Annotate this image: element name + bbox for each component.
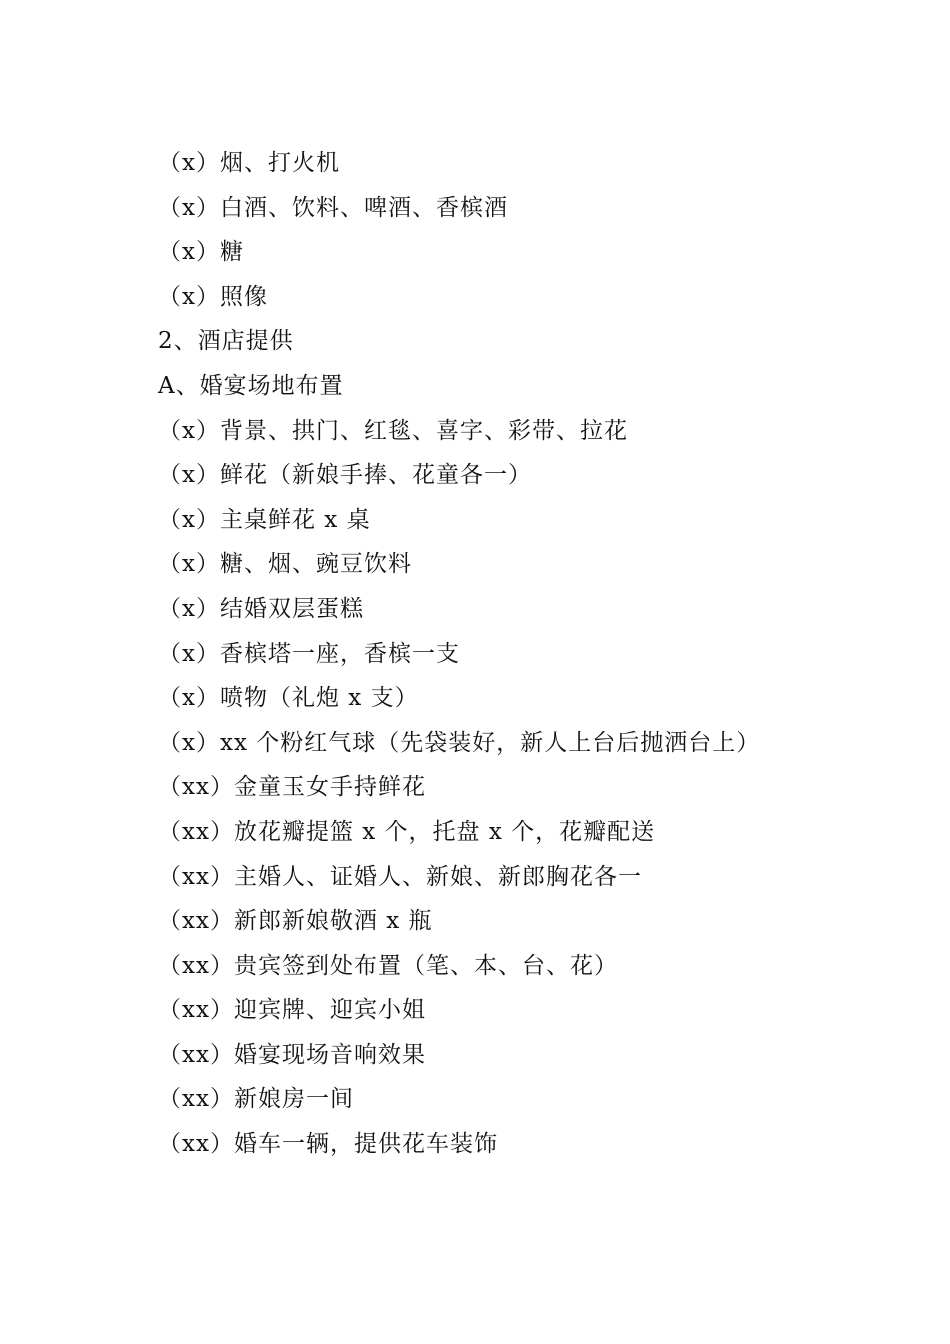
list-item: （xx）婚车一辆，提供花车装饰 (158, 1131, 498, 1158)
list-item: （x）烟、打火机 (158, 150, 340, 176)
list-item: （x）喷物（礼炮 x 支） (158, 685, 419, 712)
list-item: （xx）新娘房一间 (158, 1086, 354, 1113)
list-item: （xx）新郎新娘敬酒 x 瓶 (158, 908, 433, 935)
list-item: （x）xx 个粉红气球（先袋装好，新人上台后抛洒台上） (158, 729, 761, 756)
subsection-heading: A、婚宴场地布置 (158, 372, 344, 399)
list-item: （x）主桌鲜花 x 桌 (158, 506, 371, 533)
list-item: （x）白酒、饮料、啤酒、香槟酒 (158, 194, 508, 221)
list-item: （xx）放花瓣提篮 x 个，托盘 x 个，花瓣配送 (158, 818, 656, 845)
section-heading: 2、酒店提供 (158, 328, 294, 355)
list-item: （xx）迎宾牌、迎宾小姐 (158, 997, 426, 1024)
list-item: （xx）贵宾签到处布置（笔、本、台、花） (158, 952, 618, 979)
list-item: （x）香槟塔一座，香槟一支 (158, 640, 460, 667)
list-item: （xx）婚宴现场音响效果 (158, 1041, 426, 1068)
list-item: （xx）金童玉女手持鲜花 (158, 774, 426, 801)
list-item: （x）背景、拱门、红毯、喜字、彩带、拉花 (158, 417, 628, 444)
list-item: （x）糖 (158, 239, 244, 266)
list-item: （xx）主婚人、证婚人、新娘、新郎胸花各一 (158, 863, 642, 890)
document-body (158, 141, 878, 1167)
list-item: （x）鲜花（新娘手捧、花童各一） (158, 462, 532, 489)
list-item: （x）糖、烟、豌豆饮料 (158, 551, 412, 578)
list-item: （x）照像 (158, 283, 268, 310)
list-item: （x）结婚双层蛋糕 (158, 595, 364, 622)
